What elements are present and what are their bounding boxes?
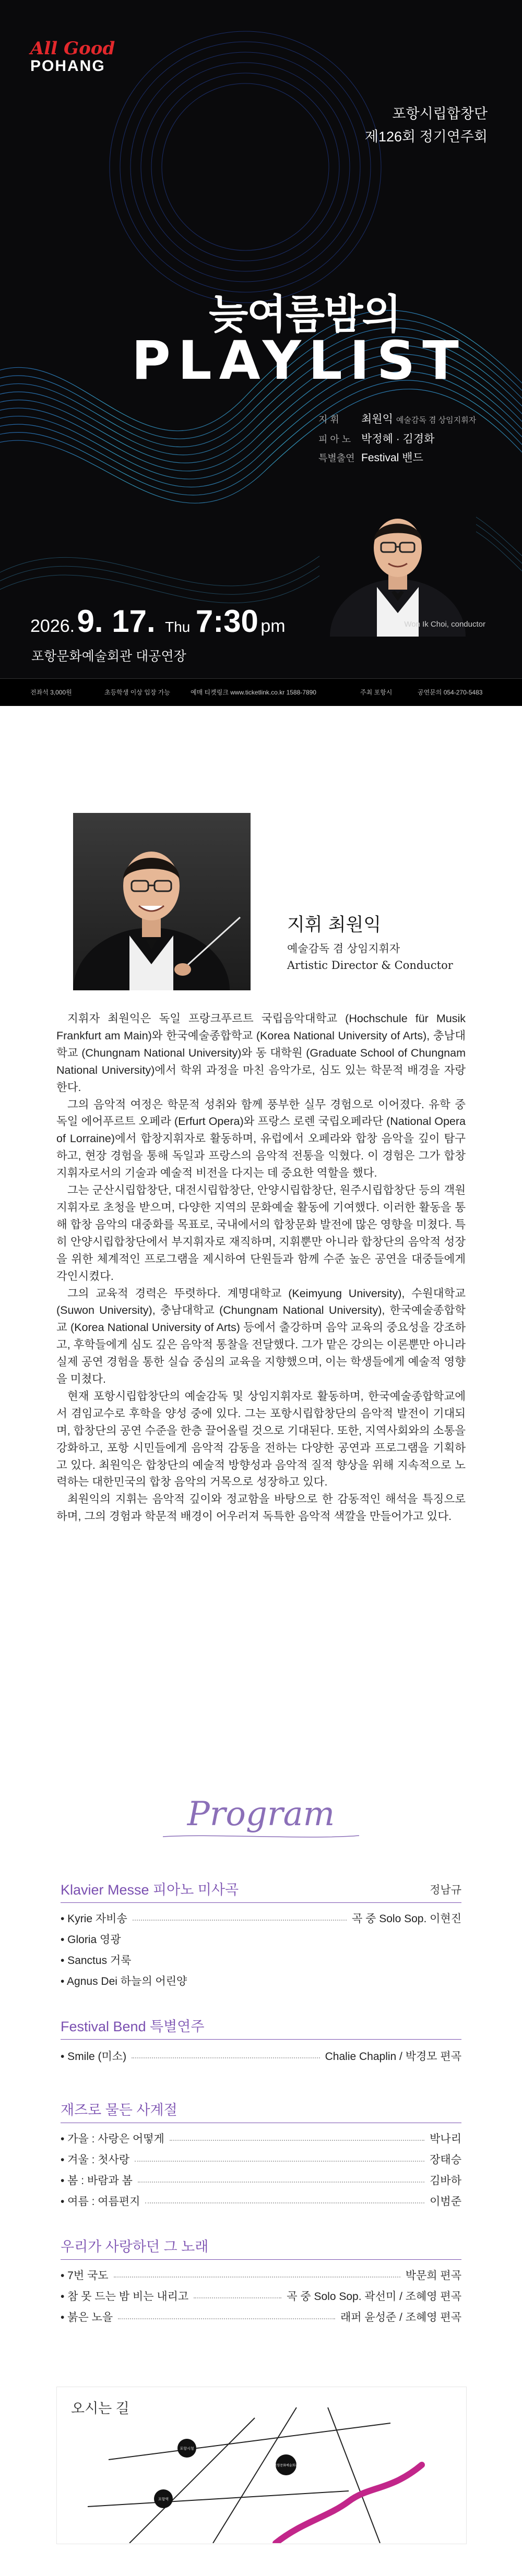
dot-leader bbox=[194, 2297, 281, 2298]
choir-name: 포항시립합창단 bbox=[392, 106, 488, 122]
program-item bbox=[61, 2130, 461, 2147]
program-item bbox=[61, 2267, 461, 2283]
map-marker-venue bbox=[274, 2454, 299, 2475]
program-item-title: • 봄 : 바람과 봄 bbox=[61, 2175, 133, 2187]
program-item-credit: Chalie Chaplin / 박경모 편곡 bbox=[325, 2051, 461, 2063]
program-item-title: • Gloria 영광 bbox=[61, 1934, 121, 1946]
program-item bbox=[61, 2287, 461, 2304]
dot-leader bbox=[114, 2277, 400, 2278]
svg-text:포항역: 포항역 bbox=[158, 2498, 169, 2501]
program-item-title: • 여름 : 여름편지 bbox=[61, 2196, 140, 2208]
organizer-block bbox=[365, 102, 488, 148]
program-item-credit: 곡 중 Solo Sop. 곽선미 / 조혜영 편곡 bbox=[287, 2291, 461, 2303]
program-item-title: • 겨울 : 첫사랑 bbox=[61, 2154, 130, 2166]
dot-leader bbox=[138, 2182, 424, 2183]
program-item bbox=[61, 1951, 461, 1968]
program-item-title: • 붉은 노을 bbox=[61, 2311, 113, 2323]
bio-paragraph: 그의 교육적 경력은 뚜렷하다. 계명대학교 (Keimyung University), 수원대학교 (Suwon University), 충남대학교 (Chungnam National University), 한국예술종합학교 (Korea National University of Arts) 등에서 출강하며 음악 교육의 중요성을 강조하고, 후학들에게 심도 깊은 음악적 통찰을 전달했다. 그가 맡은 강의는 이론뿐만 아니라 실제 공연 경험을 통한 실습 중심의 교육을 지향했으며, 이는 학생들에게 예술적 영향을 미쳤다. bbox=[56, 1287, 466, 1386]
program-section-title: Klavier Messe 피아노 미사곡 bbox=[61, 1882, 239, 1898]
program-section-composer: 정남규 bbox=[430, 1884, 461, 1896]
conductor-profile-photo bbox=[73, 813, 251, 990]
section-divider bbox=[61, 1902, 461, 1903]
program-item bbox=[61, 2192, 461, 2209]
all-good-pohang-logo bbox=[30, 40, 115, 75]
program-item bbox=[61, 1910, 461, 1926]
concert-datetime bbox=[30, 603, 286, 639]
date-ampm: pm bbox=[260, 616, 286, 636]
conductor-role-korean: 예술감독 겸 상임지휘자 bbox=[287, 942, 400, 955]
credit-sub: 예술감독 겸 상임지휘자 bbox=[396, 416, 477, 425]
program-section-title: Festival Bend 특별연주 bbox=[61, 2019, 205, 2034]
credit-special bbox=[318, 449, 476, 468]
program-item-title: • 가을 : 사랑은 어떻게 bbox=[61, 2133, 164, 2145]
logo-wordmark: POHANG bbox=[30, 57, 105, 75]
program-item-credit: 곡 중 Solo Sop. 이현진 bbox=[352, 1913, 461, 1925]
title-english: PLAYLIST bbox=[132, 330, 466, 392]
credit-name: Festival 밴드 bbox=[361, 452, 423, 464]
program-item-title: • 7번 국도 bbox=[61, 2270, 109, 2282]
map-marker-station bbox=[154, 2489, 173, 2508]
dot-leader bbox=[145, 2202, 424, 2203]
credit-name: 박정혜 · 김경화 bbox=[361, 433, 435, 445]
conductor-role-english: Artistic Director & Conductor bbox=[287, 959, 453, 972]
program-item-credit: 래퍼 윤성준 / 조혜영 편곡 bbox=[340, 2311, 461, 2323]
program-section-title: 우리가 사랑하던 그 노래 bbox=[61, 2239, 209, 2255]
ticket-price: 전좌석 3,000원 bbox=[30, 689, 72, 696]
credit-role: 특별출연 bbox=[318, 453, 355, 463]
map-marker-cityhall bbox=[177, 2439, 196, 2458]
contact-info: 공연문의 054-270-5483 bbox=[418, 689, 483, 696]
dot-leader bbox=[133, 1920, 347, 1921]
date-month-day: 9. 17. bbox=[77, 604, 156, 639]
concert-number: 제126회 정기연주회 bbox=[364, 129, 488, 145]
title-korean: 늦여름밤의 bbox=[209, 291, 400, 338]
program-item-credit: 박나리 bbox=[430, 2133, 461, 2145]
directions-title: 오시는 길 bbox=[71, 2401, 129, 2416]
program-item bbox=[61, 1931, 461, 1947]
conductor-biography bbox=[56, 1010, 466, 1525]
program-item bbox=[61, 2172, 461, 2188]
bio-paragraph: 지휘자 최원익은 독일 프랑크푸르트 국립음악대학교 (Hochschule für Musik Frankfurt am Main)와 한국예술종합학교 (Korea National University of Arts), 충남대학교 (Chungnam National University)와 동 대학원 (Graduate School of Chungnam National University)에서 학위 과정을 마친 음악가로, 심도 있는 학문적 배경을 자랑한다. bbox=[56, 1012, 466, 1094]
program-section-title: 재즈로 물든 사계절 bbox=[61, 2102, 177, 2118]
dot-leader bbox=[118, 2318, 335, 2319]
dot-leader bbox=[132, 2057, 320, 2058]
program-item bbox=[61, 1972, 461, 1989]
bio-paragraph: 최원익의 지휘는 음악적 깊이와 정교함을 바탕으로 한 감동적인 해석을 특징으로 하며, 그의 경험과 학문적 배경이 어우러져 독특한 음악적 색깔을 만들어가고 있다. bbox=[56, 1493, 466, 1523]
program-item-title: • Smile (미소) bbox=[61, 2051, 127, 2063]
venue: 포항문화예술회관 대공연장 bbox=[31, 649, 186, 664]
program-item-title: • Kyrie 자비송 bbox=[61, 1913, 127, 1925]
program-item bbox=[61, 2308, 461, 2325]
bio-paragraph: 그는 군산시립합창단, 대전시립합창단, 안양시립합창단, 원주시립합창단 등의 객원지휘자로 초청을 받으며, 다양한 지역의 문화예술 활동에 기여했다. 이러한 활동을 통해 합창 음악의 대중화를 목표로, 국내에서의 합창문화 발전에 많은 영향을 미쳤다. 특히 안양시립합창단에서 부지휘자로 재직하며, 지휘뿐만 아니라 합창단의 음악적 성장을 위한 체계적인 프로그램을 제시하여 단원들과 함께 수준 높은 공연을 대중들에게 각인시켰다. bbox=[56, 1184, 466, 1283]
dot-leader bbox=[170, 2140, 424, 2141]
svg-text:포항문화예술회관: 포항문화예술회관 bbox=[274, 2464, 299, 2467]
program-item-title: • Sanctus 거룩 bbox=[61, 1955, 132, 1967]
age-limit: 초등학생 이상 입장 가능 bbox=[104, 689, 170, 696]
dot-leader bbox=[135, 2161, 424, 2162]
logo-script: All Good bbox=[30, 38, 115, 59]
credit-role: 피 아 노 bbox=[318, 434, 351, 445]
program-item-credit: 박문희 편곡 bbox=[405, 2270, 461, 2282]
bio-paragraph: 그의 음악적 여정은 학문적 성취와 함께 풍부한 실무 경험으로 이어졌다. 유학 중 독일 에어푸르트 오페라 (Erfurt Opera)와 프랑스 로렌 국립오페라단 (National Opera of Lorraine)에서 합창지휘자로 활동하며, 유럽에서 오페라와 합창 음악을 깊이 탐구하고, 현장 경험을 통해 독일과 프랑스의 음악적 전통을 익혔다. 이 경험은 그가 합창 지휘자로서의 기술과 예술적 비전을 다지는 데 중요한 역할을 했다. bbox=[56, 1098, 466, 1180]
date-time: 7:30 bbox=[195, 604, 258, 639]
program-item-title: • 참 못 드는 밤 비는 내리고 bbox=[61, 2291, 189, 2303]
conductor-name: 지휘 최원익 bbox=[287, 915, 382, 936]
ticket-info-bar bbox=[0, 678, 522, 706]
booking-info[interactable]: 예매 티켓링크 www.ticketlink.co.kr 1588-7890 bbox=[191, 689, 316, 696]
svg-text:포항시청: 포항시청 bbox=[180, 2447, 194, 2451]
program-item-title: • Agnus Dei 하늘의 어린양 bbox=[61, 1975, 187, 1987]
program-item bbox=[61, 2047, 461, 2064]
program-heading: Program bbox=[187, 1795, 335, 1834]
bio-paragraph: 현재 포항시립합창단의 예술감독 및 상임지휘자로 활동하며, 한국예술종합학교에서 겸임교수로 후학을 양성 중에 있다. 그는 포항시립합창단의 음악적 발전이 기대되며, 합창단의 공연 수준을 한층 끌어올릴 것으로 기대된다. 또한, 지역사회와의 소통을 강화하고, 포항 시민들에게 음악적 감동을 전하는 다양한 공연과 프로그램을 기획하고 있다. 최원익은 합창단의 예술적 방향성과 음악적 질적 향상을 위해 지속적으로 노력하는 대한민국의 합창 음악의 거목으로 성장하고 있다. bbox=[56, 1389, 466, 1489]
credit-piano bbox=[318, 430, 476, 449]
date-weekday: Thu bbox=[165, 619, 191, 635]
date-year: 2026. bbox=[30, 616, 75, 636]
credits-list bbox=[318, 410, 476, 468]
section-divider bbox=[61, 2039, 461, 2040]
program-item-credit: 장태승 bbox=[430, 2154, 461, 2166]
credit-role: 지 휘 bbox=[318, 414, 339, 425]
host-info: 주최 포항시 bbox=[360, 689, 393, 696]
section-divider bbox=[61, 2259, 461, 2260]
program-item-credit: 김바하 bbox=[430, 2175, 461, 2187]
conductor-photo bbox=[319, 480, 476, 637]
credit-name: 최원익 bbox=[361, 413, 393, 425]
program-heading-flourish bbox=[163, 1832, 359, 1841]
program-item-credit: 이범준 bbox=[430, 2196, 461, 2208]
credit-conductor bbox=[318, 410, 476, 430]
concert-poster bbox=[0, 0, 522, 678]
photo-caption: Won Ik Choi, conductor bbox=[404, 620, 485, 629]
program-item bbox=[61, 2151, 461, 2167]
